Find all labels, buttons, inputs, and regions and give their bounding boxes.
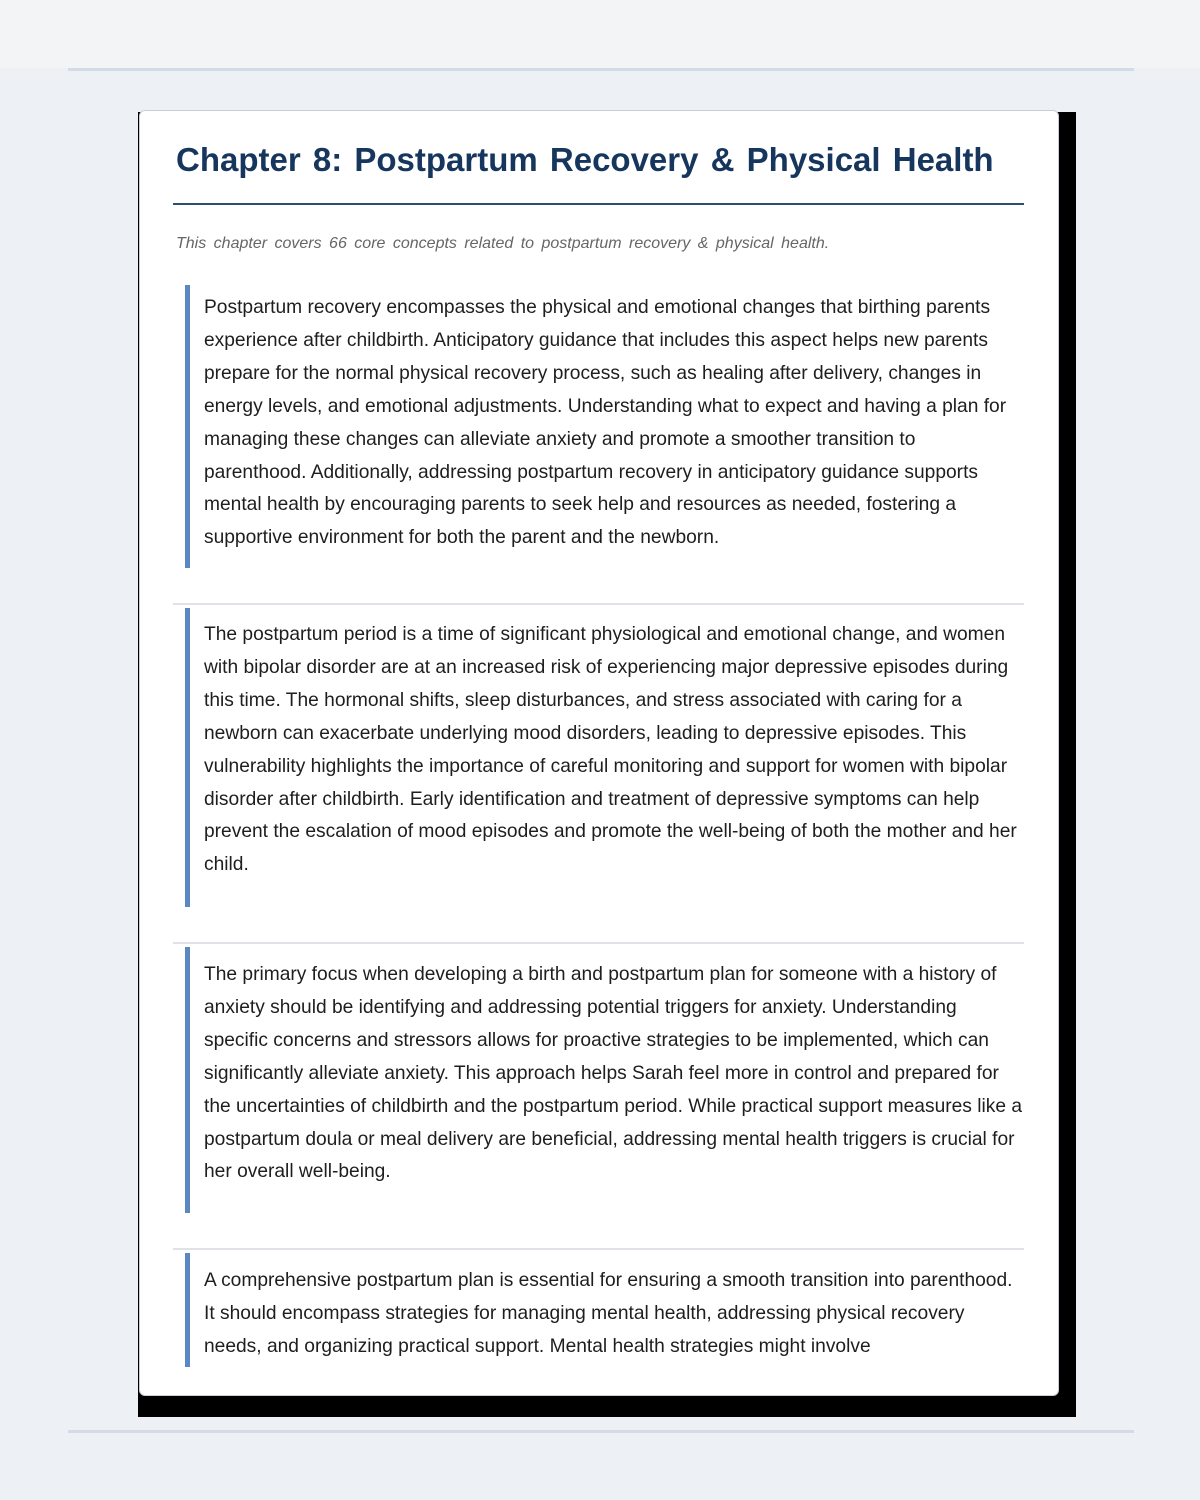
concept-text-2: The postpartum period is a time of significant physiological and emotional change, and women with bipolar disorder are at an increased risk of experiencing major depressive episodes during this time. The hormonal shifts, sleep disturbances, and stress associated with caring for a newborn can exacerbate underlying mood disorders, leading to depressive episodes. This vulnerability highlights the importance of careful monitoring and support for women with bipolar disorder after childbirth. Early identification and treatment of depressive symptoms can help prevent the escalation of mood episodes and promote the well-being of both the mother and her child. xyxy=(204,624,1017,876)
concept-block-4 xyxy=(185,1253,1023,1367)
concept-block-3 xyxy=(185,947,1023,1213)
concept-divider-1 xyxy=(173,603,1024,605)
title-underline xyxy=(173,203,1024,205)
top-band xyxy=(0,0,1200,68)
concept-block-2 xyxy=(185,608,1023,907)
concept-text-4: A comprehensive postpartum plan is essential for ensuring a smooth transition into parenthood. It should encompass strategies for managing mental health, addressing physical recovery needs, and organizing practical support. Mental health strategies might involve xyxy=(204,1270,1013,1357)
concept-block-1 xyxy=(185,285,1023,568)
concept-text-3: The primary focus when developing a birth and postpartum plan for someone with a history of anxiety should be identifying and addressing potential triggers for anxiety. Understanding specific concerns and stressors allows for proactive strategies to be implemented, which can significantly alleviate anxiety. This approach helps Sarah feel more in control and prepared for the uncertainties of childbirth and the postpartum period. While practical support measures like a postpartum doula or meal delivery are beneficial, addressing mental health triggers is crucial for her overall well-being. xyxy=(204,964,1023,1183)
concept-divider-2 xyxy=(173,942,1024,944)
top-divider xyxy=(68,68,1134,71)
concept-text-1: Postpartum recovery encompasses the physical and emotional changes that birthing parents experience after childbirth. Anticipatory guidance that includes this aspect helps new parents prepare for the normal physical recovery process, such as healing after delivery, changes in energy levels, and emotional adjustments. Understanding what to expect and having a plan for managing these changes can alleviate anxiety and promote a smoother transition to parenthood. Additionally, addressing postpartum recovery in anticipatory guidance supports mental health by encouraging parents to seek help and resources as needed, fostering a supportive environment for both the parent and the newborn. xyxy=(204,297,1007,549)
document-page xyxy=(139,110,1059,1396)
chapter-intro: This chapter covers 66 core concepts related to postpartum recovery & physical health. xyxy=(176,235,830,252)
concept-divider-3 xyxy=(173,1248,1024,1250)
bottom-divider xyxy=(68,1430,1134,1433)
chapter-title: Chapter 8: Postpartum Recovery & Physical Health xyxy=(176,141,994,178)
